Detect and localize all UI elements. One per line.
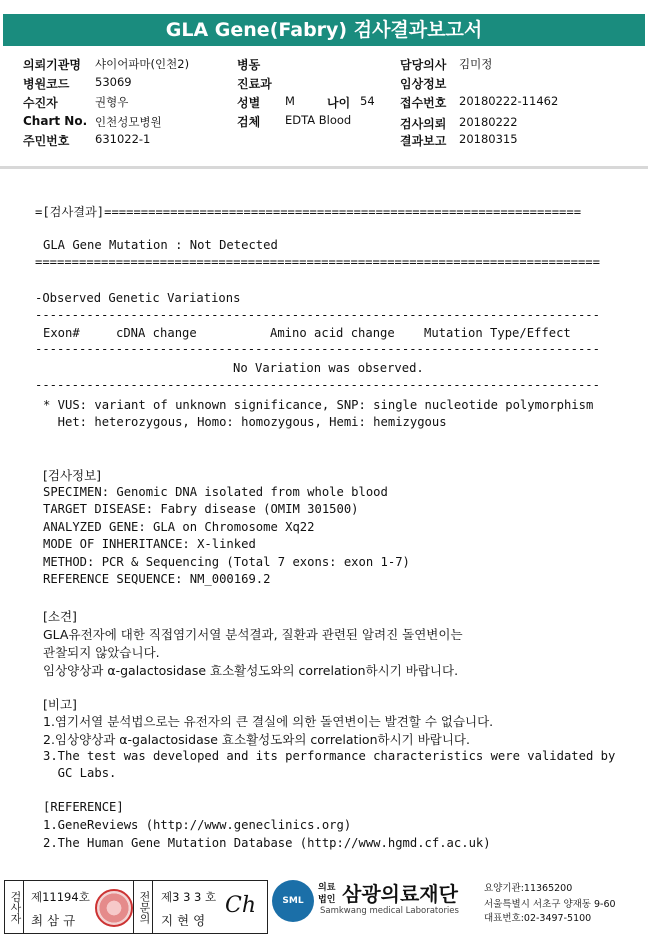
info-label: 접수번호 xyxy=(400,96,447,110)
note-line: * VUS: variant of unknown significance, SNP: single nucleotide polymorphism xyxy=(43,398,594,412)
variations-heading: -Observed Genetic Variations xyxy=(35,291,241,305)
org-code: 요양기관:11365200 xyxy=(484,883,573,894)
report-body xyxy=(0,170,648,865)
remarks-line: GC Labs. xyxy=(43,766,117,780)
info-heading: [검사정보] xyxy=(43,468,102,483)
info-line: ANALYZED GENE: GLA on Chromosome Xq22 xyxy=(43,520,315,534)
info-value: EDTA Blood xyxy=(285,113,352,127)
info-value: 샤이어파마(인천2) xyxy=(95,57,190,71)
info-label: 수진자 xyxy=(23,96,58,110)
signature: Ch xyxy=(225,893,257,918)
info-line: TARGET DISEASE: Fabry disease (OMIM 301500) xyxy=(43,502,359,516)
info-value: 631022-1 xyxy=(95,132,151,146)
logo-text: SML xyxy=(282,896,304,906)
info-value: 인천성모병원 xyxy=(95,115,162,129)
section-divider xyxy=(0,166,648,169)
col-header-mutation: Mutation Type/Effect xyxy=(424,326,571,340)
single-rule: ----------------------------------------------------------------------------- xyxy=(35,342,600,356)
info-line: MODE OF INHERITANCE: X-linked xyxy=(43,537,256,551)
org-phone: 대표번호:02-3497-5100 xyxy=(484,913,592,924)
remarks-heading: [비고] xyxy=(43,697,77,712)
info-value: 김미정 xyxy=(459,57,493,71)
mutation-result: GLA Gene Mutation : Not Detected xyxy=(43,238,278,252)
info-value: 53069 xyxy=(95,75,132,89)
report-title: GLA Gene(Fabry) 검사결과보고서 xyxy=(3,14,645,46)
opinion-line: 관찰되지 않았습니다. xyxy=(43,645,160,660)
org-prefix: 의료 xyxy=(318,883,336,893)
examiner-name: 최 삼 규 xyxy=(31,913,76,928)
no-variation-text: No Variation was observed. xyxy=(233,361,424,375)
remarks-line: 3.The test was developed and its performance characteristics were validated by xyxy=(43,749,616,763)
specialist-name: 지 현 영 xyxy=(161,913,206,928)
examiner-number: 제11194호 xyxy=(31,890,90,904)
reference-line: 2.The Human Gene Mutation Database (http://www.hgmd.cf.ac.uk) xyxy=(43,836,491,850)
footer xyxy=(0,872,648,943)
info-value: 54 xyxy=(360,94,375,108)
remarks-line: 2.임상양상과 α-galactosidase 효소활성도와의 correlation하시기 바랍니다. xyxy=(43,732,470,747)
info-label: 담당의사 xyxy=(400,58,447,72)
info-value: 20180222 xyxy=(459,115,518,129)
examiner-label: 검사자 xyxy=(5,881,24,933)
info-value: 20180315 xyxy=(459,132,518,146)
col-header-amino: Amino acid change xyxy=(270,326,395,340)
reference-line: 1.GeneReviews (http://www.geneclinics.org) xyxy=(43,818,352,832)
info-label: 검체 xyxy=(237,115,261,129)
org-prefix: 법인 xyxy=(318,895,336,905)
org-address: 서울특별시 서초구 양재동 9-60 xyxy=(484,899,616,910)
info-label: 병원코드 xyxy=(23,77,70,91)
info-label: 나이 xyxy=(327,96,351,110)
info-label: 결과보고 xyxy=(400,134,447,148)
col-header-cdna: cDNA change xyxy=(116,326,197,340)
info-value: 권형우 xyxy=(95,95,129,109)
result-heading: =[검사결과]================================================================= xyxy=(35,205,582,219)
patient-info xyxy=(0,52,648,152)
org-english-name: Samkwang medical Laboratories xyxy=(320,906,459,916)
signature-box xyxy=(4,880,268,934)
info-value: M xyxy=(285,94,295,108)
info-value: 20180222-11462 xyxy=(459,94,559,108)
info-line: METHOD: PCR & Sequencing (Total 7 exons: exon 1-7) xyxy=(43,555,410,569)
info-label: 병동 xyxy=(237,58,261,72)
reference-heading: [REFERENCE] xyxy=(43,800,124,814)
specialist-label: 전문의 xyxy=(133,881,153,933)
opinion-line: 임상양상과 α-galactosidase 효소활성도와의 correlation하시기 바랍니다. xyxy=(43,663,459,678)
double-rule: ============================================================================= xyxy=(35,255,600,269)
single-rule: ----------------------------------------------------------------------------- xyxy=(35,308,600,322)
note-line: Het: heterozygous, Homo: homozygous, Hemi: hemizygous xyxy=(43,415,447,429)
single-rule: ----------------------------------------------------------------------------- xyxy=(35,378,600,392)
info-label: 주민번호 xyxy=(23,134,70,148)
specialist-number: 제3 3 3 호 xyxy=(161,890,217,904)
info-label: 임상정보 xyxy=(400,77,447,91)
info-label: Chart No. xyxy=(23,114,88,128)
title-bar xyxy=(0,0,648,47)
opinion-line: GLA유전자에 대한 직접염기서열 분석결과, 질환과 관련된 알려진 돌연변이는 xyxy=(43,627,463,642)
org-name: 삼광의료재단 xyxy=(342,882,458,906)
info-line: SPECIMEN: Genomic DNA isolated from whole blood xyxy=(43,485,388,499)
info-label: 진료과 xyxy=(237,77,272,91)
info-label: 의뢰기관명 xyxy=(23,58,81,72)
info-line: REFERENCE SEQUENCE: NM_000169.2 xyxy=(43,572,271,586)
col-header-exon: Exon# xyxy=(43,326,80,340)
opinion-heading: [소견] xyxy=(43,609,77,624)
seal-stamp xyxy=(95,889,133,927)
info-label: 검사의뢰 xyxy=(400,117,447,131)
remarks-line: 1.염기서열 분석법으로는 유전자의 큰 결실에 의한 돌연변이는 발견할 수 없습니다. xyxy=(43,714,494,729)
sml-logo xyxy=(272,880,314,922)
info-label: 성별 xyxy=(237,96,261,110)
